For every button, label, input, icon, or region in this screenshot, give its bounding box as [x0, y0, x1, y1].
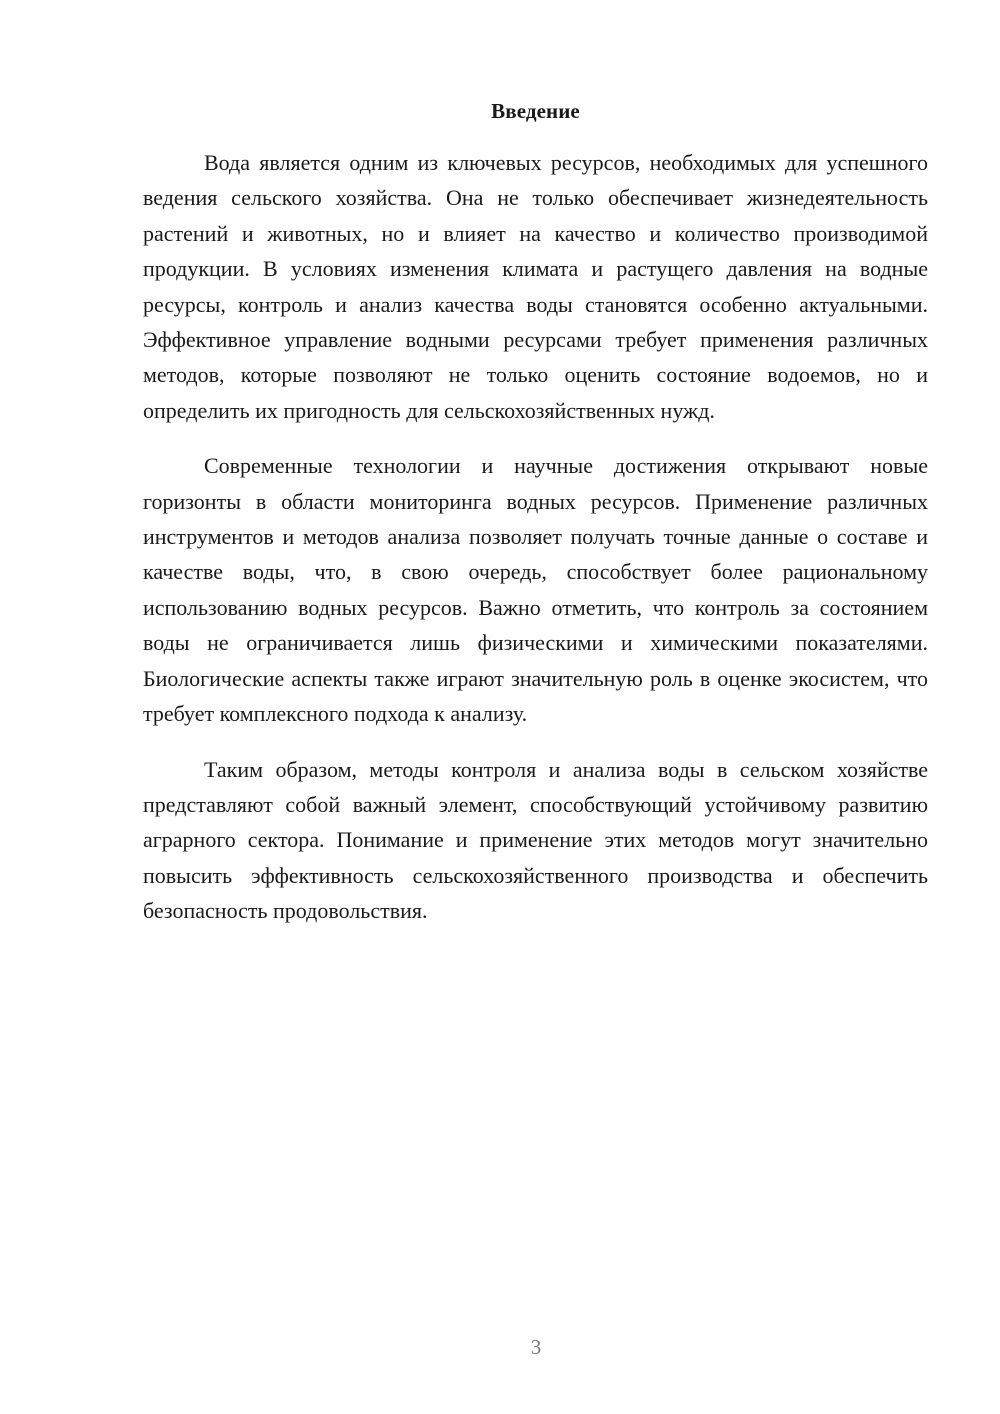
paragraph-1: Вода является одним из ключевых ресурсов, необходимых для успешного ведения сельского хозяйства. Она не только обеспечивает жизнедеятельность растений и животных, но и влияет на качество и количество производимой продукции. В условиях изменения климата и растущего давления на водные ресурсы, контроль и анализ качества воды становятся особенно актуальными. Эффективное управление водными ресурсами требует применения различных методов, которые позволяют не только оценить состояние водоемов, но и определить их пригодность для сельскохозяйственных нужд. — [143, 150, 928, 423]
section-title: Введение — [491, 99, 580, 123]
paragraph-2: Современные технологии и научные достижения открывают новые горизонты в области мониторинга водных ресурсов. Применение различных инструментов и методов анализа позволяет получать точные данные о составе и качестве воды, что, в свою очередь, способствует более рациональному использованию водных ресурсов. Важно отметить, что контроль за состоянием воды не ограничивается лишь физическими и химическими показателями. Биологические аспекты также играют значительную роль в оценке экосистем, что требует комплексного подхода к анализу. — [143, 453, 928, 727]
page-number: 3 — [530, 1335, 542, 1359]
paragraph-3: Таким образом, методы контроля и анализа воды в сельском хозяйстве представляют собой важный элемент, способствующий устойчивому развитию аграрного сектора. Понимание и применение этих методов могут значительно повысить эффективность сельскохозяйственного производства и обеспечить безопасность продовольствия. — [143, 756, 928, 924]
page-content — [143, 94, 928, 949]
